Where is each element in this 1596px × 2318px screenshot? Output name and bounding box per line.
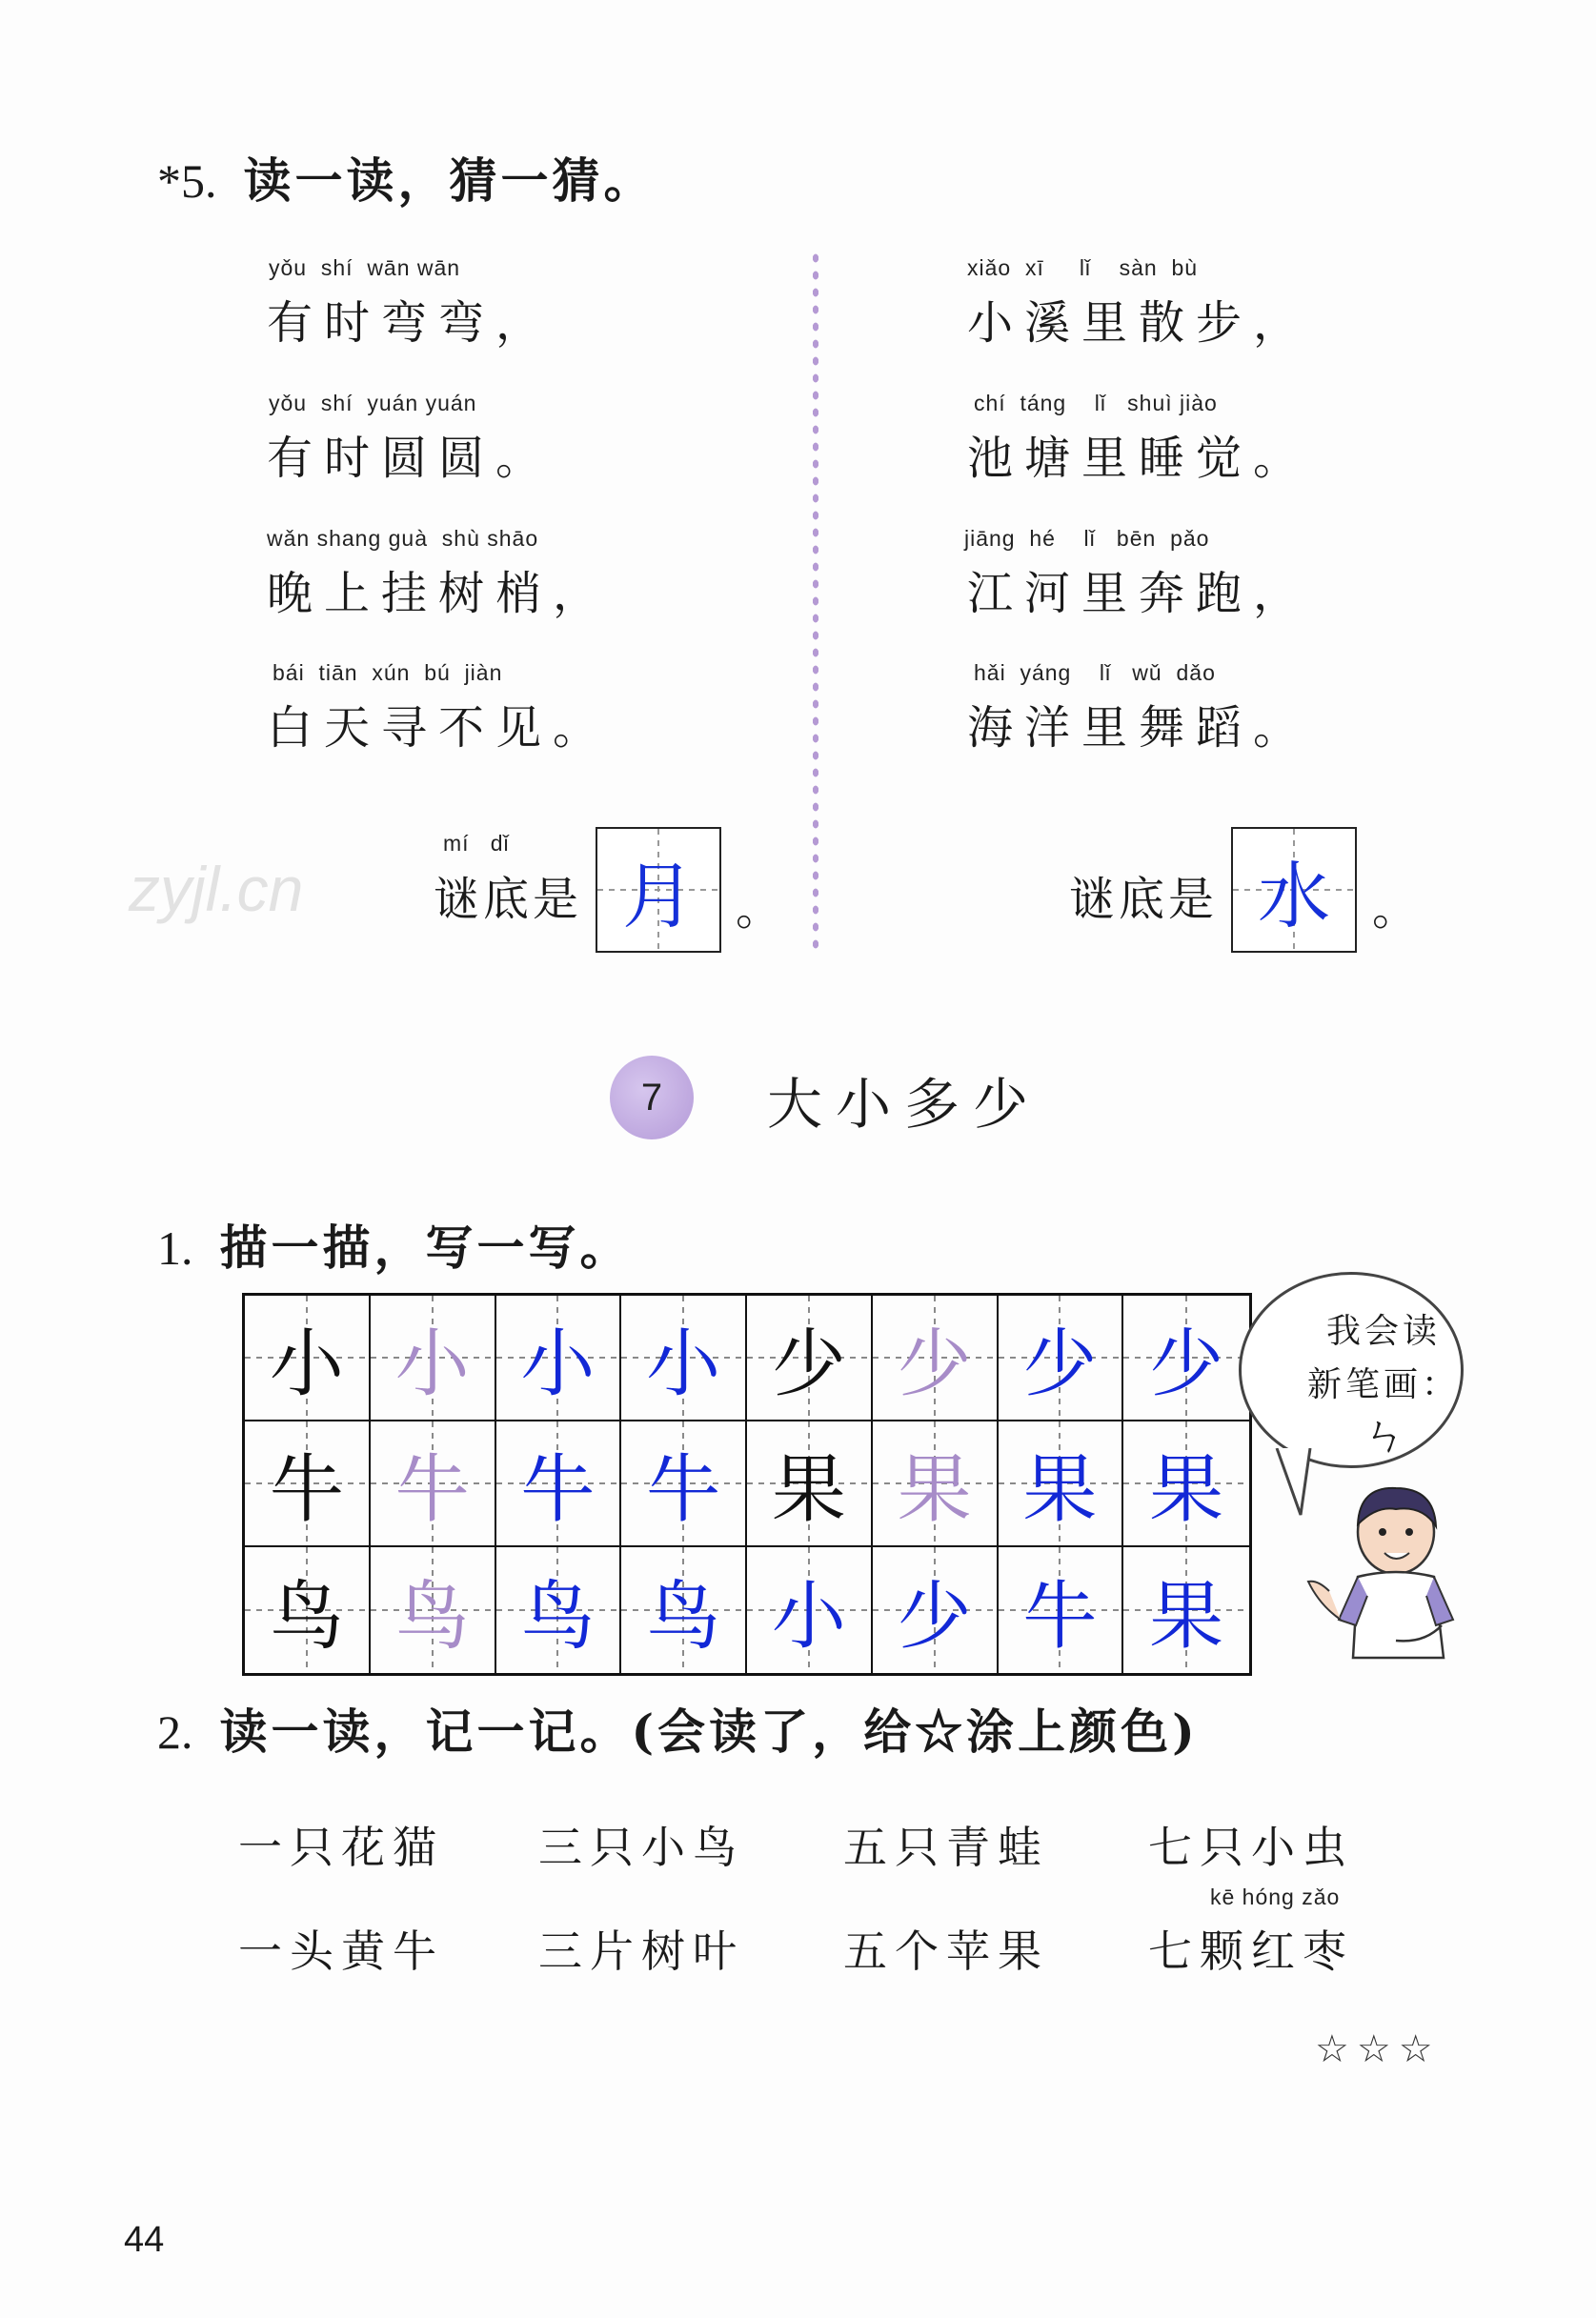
- grid-cell[interactable]: 果: [873, 1421, 999, 1547]
- watermark: zyjl.cn: [129, 854, 304, 924]
- left-pinyin-3: wǎn shang guà shù shāo: [267, 526, 539, 551]
- right-line-4: 海洋里舞蹈。: [967, 701, 1311, 755]
- q1-heading: [157, 1210, 632, 1279]
- right-line-2: 池塘里睡觉。: [967, 432, 1311, 485]
- bubble-line-2: 新笔画：: [1307, 1365, 1461, 1404]
- phrase-item: 七只小虫: [1148, 1822, 1354, 1873]
- writing-grid: [242, 1293, 1252, 1676]
- right-pinyin-2: chí táng lǐ shuì jiào: [974, 391, 1218, 415]
- grid-cell[interactable]: 小: [371, 1296, 496, 1421]
- right-pinyin-3: jiāng hé lǐ bēn pǎo: [964, 526, 1210, 551]
- q1-title: 描一描，写一写。: [219, 1219, 632, 1276]
- riddle-left-pinyin: mí dǐ: [443, 831, 510, 856]
- grid-cell[interactable]: 果: [1123, 1547, 1249, 1673]
- grid-cell[interactable]: 小: [747, 1547, 873, 1673]
- grid-cell[interactable]: 鸟: [496, 1547, 622, 1673]
- riddle-right-answer-box[interactable]: [1231, 827, 1357, 953]
- lesson-number: 7: [640, 1076, 663, 1119]
- grid-cell[interactable]: 果: [747, 1421, 873, 1547]
- q1-number: 1.: [157, 1221, 193, 1275]
- grid-cell[interactable]: 牛: [371, 1421, 496, 1547]
- section5-number: *5.: [157, 154, 217, 208]
- riddle-right-answer: 水: [1258, 853, 1330, 938]
- grid-cell[interactable]: 牛: [999, 1547, 1124, 1673]
- grid-cell[interactable]: 小: [245, 1296, 371, 1421]
- phrase-item: 五只青蛙: [843, 1822, 1049, 1873]
- page-number: 44: [124, 2220, 165, 2260]
- riddle-left-answer-box[interactable]: [596, 827, 721, 953]
- riddle-left-suffix: 。: [736, 882, 794, 936]
- dotted-divider: [806, 250, 825, 955]
- grid-cell[interactable]: 牛: [621, 1421, 747, 1547]
- left-line-4: 白天寻不见。: [267, 701, 611, 755]
- left-line-2: 有时圆圆。: [267, 432, 554, 485]
- grid-cell[interactable]: 鸟: [371, 1547, 496, 1673]
- riddle-right-prefix: 谜底是: [1069, 873, 1219, 926]
- q2-title: 读一读，记一记。(会读了，给☆涂上颜色): [219, 1703, 1199, 1760]
- bubble-line-1: 我会读: [1326, 1312, 1442, 1351]
- grid-cell[interactable]: 牛: [245, 1421, 371, 1547]
- phrase-item: 七颗红枣: [1148, 1925, 1354, 1977]
- right-line-3: 江河里奔跑，: [967, 567, 1311, 620]
- riddle-right-suffix: 。: [1372, 882, 1430, 936]
- new-stroke: ㄣ: [1363, 1409, 1406, 1461]
- left-line-3: 晚上挂树梢，: [267, 567, 611, 620]
- grid-cell[interactable]: 鸟: [245, 1547, 371, 1673]
- right-pinyin-1: xiǎo xī lǐ sàn bù: [967, 255, 1199, 280]
- phrase-item: 三片树叶: [538, 1925, 744, 1977]
- pinyin-note: kē hóng zǎo: [1210, 1885, 1341, 1909]
- section5-heading: [157, 143, 656, 212]
- left-pinyin-4: bái tiān xún bú jiàn: [273, 660, 503, 685]
- phrase-item: 一只花猫: [238, 1822, 444, 1873]
- grid-cell[interactable]: 果: [1123, 1421, 1249, 1547]
- left-pinyin-1: yǒu shí wān wān: [269, 255, 461, 280]
- q2-number: 2.: [157, 1705, 193, 1759]
- grid-cell[interactable]: 少: [999, 1296, 1124, 1421]
- grid-cell[interactable]: 少: [873, 1547, 999, 1673]
- phrase-item: 五个苹果: [843, 1925, 1049, 1977]
- left-pinyin-2: yǒu shí yuán yuán: [269, 391, 477, 415]
- grid-cell[interactable]: 果: [999, 1421, 1124, 1547]
- phrase-item: 一头黄牛: [238, 1925, 444, 1977]
- boy-character-icon: [1301, 1477, 1472, 1667]
- riddle-left-prefix: 谜底是: [434, 873, 583, 926]
- rating-stars[interactable]: ☆☆☆: [1315, 2027, 1441, 2071]
- grid-cell[interactable]: 鸟: [621, 1547, 747, 1673]
- right-pinyin-4: hǎi yáng lǐ wǔ dǎo: [974, 660, 1216, 685]
- grid-cell[interactable]: 少: [1123, 1296, 1249, 1421]
- grid-cell[interactable]: 小: [496, 1296, 622, 1421]
- lesson-number-badge: [610, 1056, 694, 1139]
- grid-cell[interactable]: 牛: [496, 1421, 622, 1547]
- lesson-title: 大小多少: [767, 1072, 1042, 1137]
- right-line-1: 小溪里散步，: [967, 296, 1311, 350]
- grid-cell[interactable]: 少: [873, 1296, 999, 1421]
- riddle-left-answer: 月: [622, 853, 695, 938]
- grid-cell[interactable]: 少: [747, 1296, 873, 1421]
- bubble-text: [1307, 1305, 1460, 1412]
- section5-title: 读一读，猜一猜。: [243, 152, 656, 209]
- phrase-item: 三只小鸟: [538, 1822, 744, 1873]
- left-line-1: 有时弯弯，: [267, 296, 554, 350]
- grid-cell[interactable]: 小: [621, 1296, 747, 1421]
- q2-heading: [157, 1694, 1199, 1763]
